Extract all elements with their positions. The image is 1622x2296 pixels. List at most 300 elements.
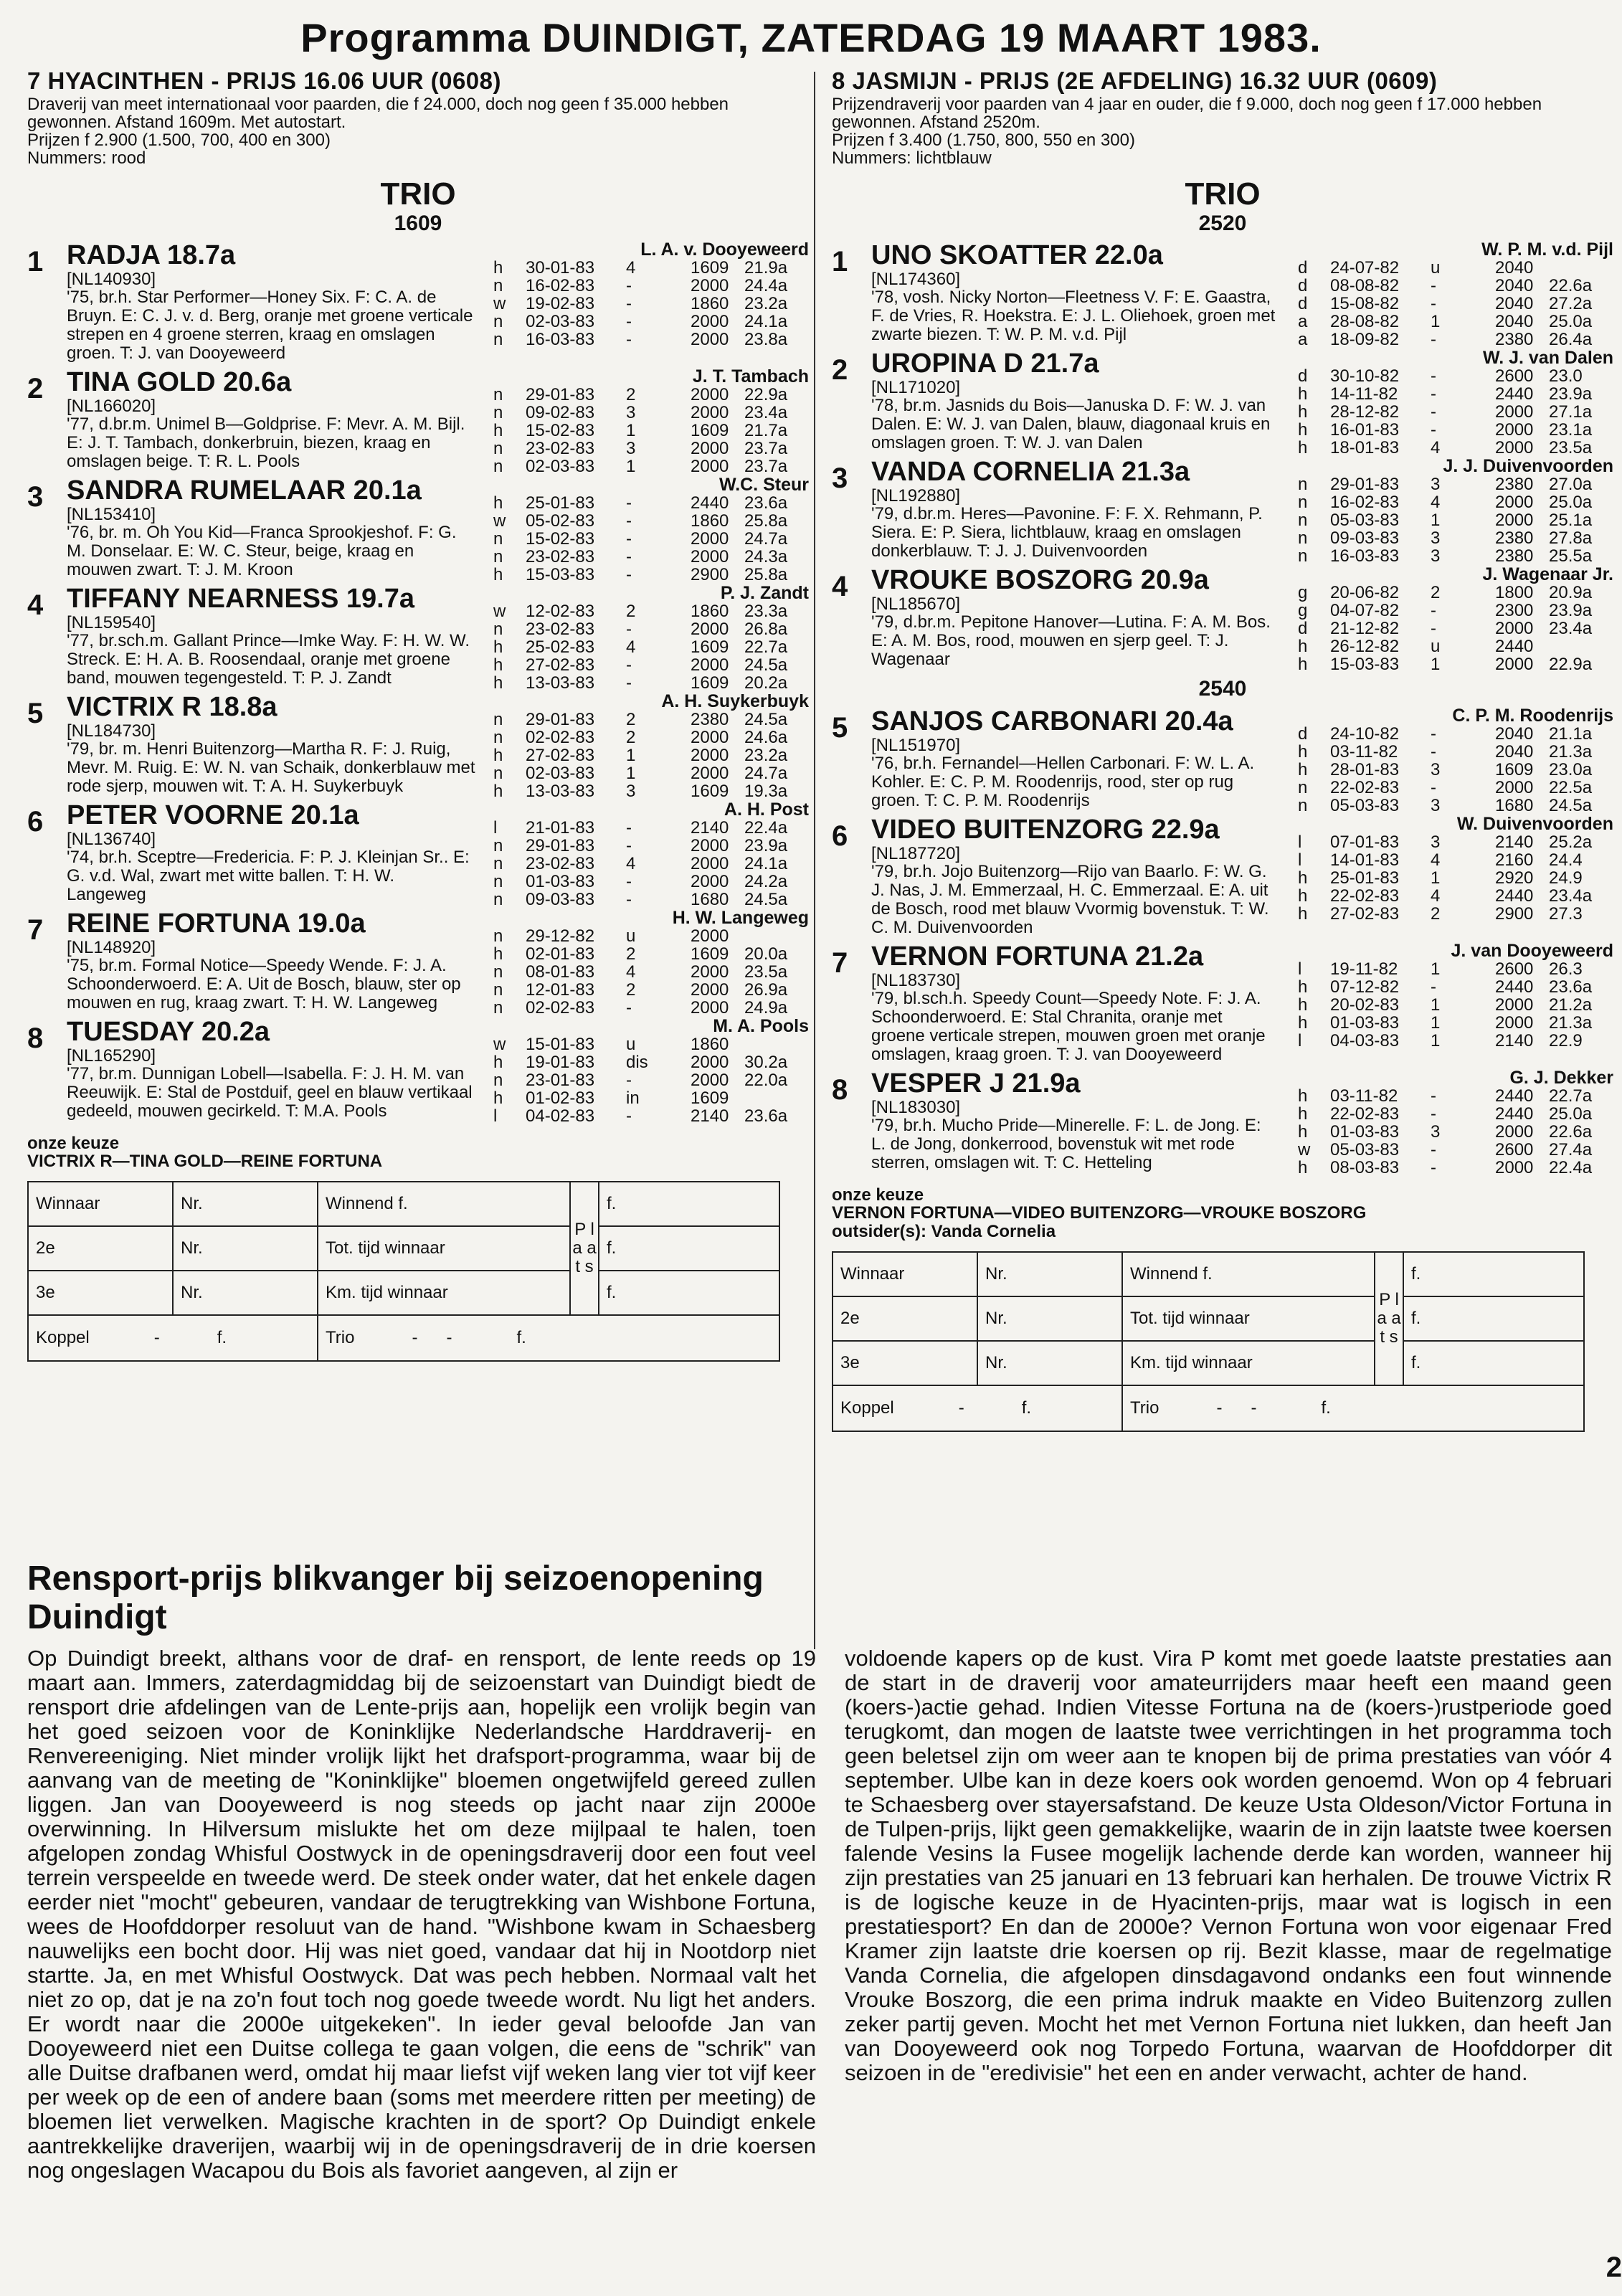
race-title: 8 JASMIJN - PRIJS (2E AFDELING) 16.32 UUR (0609) (832, 67, 1438, 94)
horse-form (493, 1017, 809, 1125)
horse-entry (27, 475, 809, 584)
result-time: 22.0a (744, 1071, 788, 1090)
horse-registration: [NL183730] (871, 971, 961, 990)
result-row (493, 764, 787, 782)
result-time: 26.8a (744, 620, 788, 639)
bet-type-heading: TRIO (1185, 176, 1261, 212)
result-time: 23.3a (744, 602, 788, 621)
result-place: 2 (626, 980, 636, 1000)
result-row (1298, 584, 1592, 602)
result-place: u (626, 926, 636, 946)
result-place: - (626, 1071, 632, 1090)
result-date: 04-07-82 (1330, 601, 1400, 620)
result-row (493, 945, 787, 963)
bet-amount-field[interactable]: Tot. tijd winnaar (318, 1226, 570, 1271)
result-distance: 2440 (1495, 886, 1534, 906)
horse-number: 6 (832, 820, 848, 852)
result-time: 23.7a (744, 457, 788, 476)
result-date: 13-03-83 (526, 673, 595, 693)
horse-form (1298, 706, 1613, 815)
horse-registration: [NL140930] (67, 270, 156, 289)
result-time: 21.3a (1549, 1013, 1593, 1033)
horse-description: '76, br. m. Oh You Kid—Franca Sprookjeshof. F: G. M. Donselaar. E: W. C. Steur, beige, kraag en mouwen zwart. T: J. M. Kroon (67, 523, 457, 579)
result-place: - (626, 529, 632, 549)
result-time: 24.9 (1549, 868, 1583, 888)
result-time: 24.5a (744, 890, 788, 909)
result-date: 27-02-83 (1330, 904, 1400, 924)
bet-plaats-field[interactable]: f. (1403, 1341, 1584, 1385)
horse-form (493, 240, 809, 348)
result-track: h (1298, 760, 1308, 779)
result-track: d (1298, 294, 1308, 313)
result-distance: 2040 (1495, 276, 1534, 295)
result-row (493, 674, 787, 692)
result-distance: 2000 (1495, 420, 1534, 440)
result-track: l (1298, 959, 1302, 979)
recent-results (1298, 833, 1592, 923)
result-row (1298, 385, 1592, 403)
result-time: 22.4a (1549, 1158, 1593, 1177)
result-place: 1 (1431, 655, 1441, 674)
result-distance: 2000 (691, 1071, 729, 1090)
result-date: 18-01-83 (1330, 438, 1400, 457)
horse-driver: M. A. Pools (713, 1016, 809, 1036)
bet-place-label: 2e (833, 1296, 977, 1341)
result-distance: 2380 (1495, 546, 1534, 566)
result-distance: 2000 (691, 728, 729, 747)
bet-nr-field[interactable]: Nr. (977, 1296, 1122, 1341)
horse-form (493, 692, 809, 800)
result-place: 1 (1431, 995, 1441, 1015)
horse-entry (832, 456, 1613, 566)
result-track: h (1298, 977, 1308, 997)
horse-registration: [NL166020] (67, 397, 156, 416)
horse-description: '75, br.h. Star Performer—Honey Six. F: C. A. de Bruyn. E: C. J. v. d. Berg, oranje met groene verticale strepen en 4 groene sterren, kraag en omslagen groen. T: J. van Dooyeweerd (67, 288, 473, 363)
horse-info (871, 240, 1280, 344)
result-place: - (1431, 1158, 1436, 1177)
result-track: h (493, 258, 503, 277)
result-date: 09-03-83 (526, 890, 595, 909)
bet-place-label: 3e (28, 1271, 173, 1315)
result-distance: 1680 (1495, 796, 1534, 815)
result-date: 16-02-83 (1330, 493, 1400, 512)
result-place: - (626, 276, 632, 295)
result-row (493, 422, 787, 440)
horse-entry (27, 1016, 809, 1126)
horse-form (493, 584, 809, 692)
result-time: 26.4a (1549, 330, 1593, 349)
result-place: 1 (1431, 1013, 1441, 1033)
result-time: 26.3 (1549, 959, 1583, 979)
result-time: 24.5a (744, 655, 788, 675)
result-distance: 2140 (691, 818, 729, 838)
result-time: 22.7a (744, 637, 788, 657)
result-distance: 2000 (691, 854, 729, 873)
horse-info (871, 348, 1280, 452)
result-time: 25.8a (744, 565, 788, 584)
result-date: 02-03-83 (526, 764, 595, 783)
result-row (493, 295, 787, 313)
result-time: 23.7a (744, 439, 788, 458)
horse-description: '74, br.h. Sceptre—Fredericia. F: P. J. Kleinjan Sr.. E: G. v.d. Wal, zwart met witte ballen. T: H. W. Langeweg (67, 848, 470, 904)
result-time: 23.4a (1549, 619, 1593, 638)
result-date: 02-03-83 (526, 312, 595, 331)
result-track: w (493, 511, 506, 531)
article-title: Rensport-prijs blikvanger bij seizoenopening Duindigt (27, 1560, 764, 1636)
horse-registration: [NL159540] (67, 613, 156, 632)
result-track: l (1298, 1031, 1302, 1050)
horse-info (67, 692, 475, 796)
horse-registration: [NL174360] (871, 270, 961, 289)
result-track: h (1298, 1104, 1308, 1124)
koppel-label: Koppel (840, 1398, 894, 1418)
result-track: n (1298, 528, 1308, 548)
result-track: n (1298, 475, 1308, 494)
result-distance: 2000 (691, 457, 729, 476)
result-row (1298, 1014, 1592, 1032)
result-row (493, 548, 787, 566)
recent-results (1298, 259, 1592, 348)
result-track: h (1298, 742, 1308, 762)
result-date: 29-12-82 (526, 926, 595, 946)
bet-amount-field[interactable]: Km. tijd winnaar (318, 1271, 570, 1315)
bet-plaats-field[interactable]: f. (599, 1226, 779, 1271)
result-distance: 2440 (1495, 637, 1534, 656)
horse-name: TINA GOLD 20.6a (67, 367, 292, 397)
result-row (493, 512, 787, 530)
bet-amount-field[interactable]: Tot. tijd winnaar (1122, 1296, 1375, 1341)
horse-entry (832, 239, 1613, 349)
horse-form (1298, 348, 1613, 457)
bet-nr-field[interactable]: Nr. (173, 1226, 318, 1271)
result-date: 19-01-83 (526, 1053, 595, 1072)
result-track: n (493, 872, 503, 891)
result-date: 08-03-83 (1330, 1158, 1400, 1177)
result-distance: 2000 (1495, 619, 1534, 638)
result-place: - (1431, 402, 1436, 422)
horse-registration: [NL183030] (871, 1098, 961, 1117)
horse-number: 7 (27, 914, 44, 946)
result-time: 24.1a (744, 854, 788, 873)
horse-info (67, 909, 475, 1012)
horse-info (871, 1068, 1280, 1172)
result-track: n (493, 980, 503, 1000)
result-row (493, 566, 787, 584)
horse-number: 8 (27, 1023, 44, 1054)
result-row (493, 638, 787, 656)
result-row (1298, 1032, 1592, 1050)
horse-name: VICTRIX R 18.8a (67, 692, 278, 722)
bet-plaats-field[interactable]: f. (1403, 1252, 1584, 1296)
horse-number: 3 (27, 481, 44, 513)
result-place: - (1431, 977, 1436, 997)
result-date: 14-11-82 (1330, 384, 1398, 404)
result-place: - (1431, 294, 1436, 313)
bet-form (832, 1251, 1585, 1432)
result-time: 27.8a (1549, 528, 1593, 548)
result-place: 4 (626, 962, 636, 982)
horse-driver: W. Duivenvoorden (1456, 814, 1613, 834)
recent-results (1298, 367, 1592, 457)
result-place: - (626, 312, 632, 331)
horse-number: 5 (27, 698, 44, 729)
result-distance: 2000 (691, 529, 729, 549)
result-place: 4 (1431, 438, 1441, 457)
result-date: 16-01-83 (1330, 420, 1400, 440)
result-distance: 2920 (1495, 868, 1534, 888)
horse-description: '79, br.h. Jojo Buitenzorg—Rijo van Baarlo. F: W. G. J. Nas, J. M. Emmerzaal, H. C. Emmerzaal. E: A. uit de Bosch, rood met blauw Vvormig bovenstuk. T: W. C. M. Duivenvoorden (871, 862, 1269, 937)
result-time (744, 1035, 787, 1053)
result-date: 22-02-83 (1330, 1104, 1400, 1124)
result-distance: 2440 (1495, 1104, 1534, 1124)
result-time (1549, 637, 1592, 655)
result-row (1298, 1087, 1592, 1105)
horse-entry (832, 815, 1613, 937)
race-conditions (832, 95, 1613, 167)
result-track: n (493, 926, 503, 946)
result-time: 23.9a (744, 836, 788, 855)
result-distance: 2000 (691, 620, 729, 639)
result-place: 2 (1431, 904, 1441, 924)
result-row (1298, 905, 1592, 923)
koppel-dash: - (153, 1328, 160, 1347)
result-distance: 1860 (691, 602, 729, 621)
result-time: 20.0a (744, 944, 788, 964)
bet-koppel-field[interactable] (833, 1385, 1122, 1431)
result-distance: 2440 (1495, 1086, 1534, 1106)
result-distance: 2000 (691, 655, 729, 675)
result-place: 3 (1431, 796, 1441, 815)
result-track: h (493, 746, 503, 765)
result-place: 4 (626, 637, 636, 657)
column-divider (814, 72, 815, 1649)
horse-entry (27, 583, 809, 693)
recent-results (493, 711, 787, 800)
result-row (493, 386, 787, 404)
result-place: 1 (1431, 312, 1441, 331)
result-track: d (1298, 276, 1308, 295)
horse-number: 8 (832, 1074, 848, 1106)
recent-results (1298, 960, 1592, 1050)
result-date: 04-03-83 (1330, 1031, 1400, 1050)
result-row (1298, 797, 1592, 815)
horse-form (493, 367, 809, 475)
result-row (1298, 277, 1592, 295)
bet-form (27, 1181, 780, 1362)
horse-description: '79, br.h. Mucho Pride—Minerelle. F: L. de Jong. E: L. de Jong, donkerrood, bovenstuk wit met rode sterren, omslagen wit. T: C. Hetteling (871, 1116, 1261, 1172)
result-distance: 2000 (1495, 995, 1534, 1015)
result-row (1298, 403, 1592, 421)
result-place: - (626, 998, 632, 1017)
bet-amount-field[interactable]: Winnend f. (1122, 1252, 1375, 1296)
result-place: 1 (626, 457, 636, 476)
result-distance: 2600 (1495, 1140, 1534, 1159)
result-distance: 2000 (691, 746, 729, 765)
horse-form (1298, 941, 1613, 1050)
race-desc: Prijzendraverij voor paarden van 4 jaar en ouder, die f 9.000, doch nog geen f 17.000 hebben gewonnen. Afstand 2520m. (832, 95, 1542, 132)
result-place: 1 (626, 764, 636, 783)
horse-number: 2 (27, 373, 44, 404)
bet-trio-field[interactable] (1122, 1385, 1584, 1431)
result-track: n (493, 529, 503, 549)
result-time: 27.1a (1549, 402, 1593, 422)
bet-plaats-field[interactable]: f. (599, 1182, 779, 1226)
horse-info (67, 240, 475, 363)
result-distance: 2380 (1495, 475, 1534, 494)
result-date: 24-10-82 (1330, 724, 1400, 744)
result-place: 2 (626, 728, 636, 747)
result-place: - (1431, 384, 1436, 404)
bet-trio-field[interactable] (318, 1315, 779, 1361)
result-track: w (493, 602, 506, 621)
bet-amount-field[interactable]: Winnend f. (318, 1182, 570, 1226)
result-row (493, 729, 787, 746)
result-distance: 2000 (1495, 778, 1534, 797)
result-track: h (493, 421, 503, 440)
result-track: h (1298, 1122, 1308, 1142)
result-time: 21.1a (1549, 724, 1593, 744)
bet-type-heading: TRIO (380, 176, 456, 212)
horse-registration: [NL192880] (871, 486, 961, 506)
trio-f: f. (1321, 1398, 1331, 1418)
result-date: 20-02-83 (1330, 995, 1400, 1015)
result-track: n (493, 385, 503, 404)
horse-description: '78, vosh. Nicky Norton—Fleetness V. F: E. Gaastra, F. de Vries, R. Hoekstra. E: J. L. Oliehoek, groen met zwarte biezen. T: W. P. M. v.d. Pijl (871, 288, 1276, 344)
result-time (744, 927, 787, 945)
result-distance: 2160 (1495, 850, 1534, 870)
result-track: h (1298, 637, 1308, 656)
result-track: h (1298, 655, 1308, 674)
result-date: 12-01-83 (526, 980, 595, 1000)
horse-number: 7 (832, 947, 848, 979)
result-distance: 2900 (691, 565, 729, 584)
horse-driver: P. J. Zandt (720, 583, 809, 603)
result-track: h (1298, 904, 1308, 924)
recent-results (493, 602, 787, 692)
horse-name: SANJOS CARBONARI 20.4a (871, 706, 1233, 736)
result-row (1298, 851, 1592, 869)
result-date: 13-03-83 (526, 782, 595, 801)
result-date: 02-02-83 (526, 728, 595, 747)
result-row (1298, 331, 1592, 348)
result-date: 30-01-83 (526, 258, 595, 277)
horse-form (493, 475, 809, 584)
result-date: 29-01-83 (1330, 475, 1400, 494)
result-row (1298, 493, 1592, 511)
result-date: 21-12-82 (1330, 619, 1400, 638)
result-time: 25.0a (1549, 312, 1593, 331)
bet-koppel-field[interactable] (28, 1315, 318, 1361)
result-track: w (493, 294, 506, 313)
bet-plaats-field[interactable]: f. (1403, 1296, 1584, 1341)
result-place: 4 (626, 854, 636, 873)
bet-amount-field[interactable]: Km. tijd winnaar (1122, 1341, 1375, 1385)
result-distance: 1860 (691, 1035, 729, 1054)
result-time: 24.4a (744, 276, 788, 295)
result-distance: 2000 (691, 998, 729, 1017)
result-row (493, 313, 787, 331)
result-distance: 2000 (1495, 511, 1534, 530)
result-place: - (626, 547, 632, 566)
result-track: n (493, 276, 503, 295)
result-row (493, 1035, 787, 1053)
result-track: h (1298, 868, 1308, 888)
result-distance: 2440 (1495, 384, 1534, 404)
result-place: 3 (626, 439, 636, 458)
result-row (493, 530, 787, 548)
horse-number: 1 (832, 246, 848, 277)
horse-entry (27, 908, 809, 1017)
result-time: 25.2a (1549, 832, 1593, 852)
bet-plaats-field[interactable]: f. (599, 1271, 779, 1315)
result-distance: 2380 (1495, 330, 1534, 349)
result-track: h (493, 637, 503, 657)
horse-driver: H. W. Langeweg (672, 908, 809, 928)
result-distance: 2140 (1495, 832, 1534, 852)
result-time: 25.8a (744, 511, 788, 531)
result-distance: 1609 (691, 944, 729, 964)
bet-nr-field[interactable]: Nr. (173, 1271, 318, 1315)
result-track: l (1298, 832, 1302, 852)
result-place: - (626, 294, 632, 313)
result-place: - (626, 330, 632, 349)
result-place: 2 (626, 710, 636, 729)
bet-nr-field[interactable]: Nr. (977, 1341, 1122, 1385)
koppel-f: f. (217, 1328, 227, 1347)
result-time: 24.2a (744, 872, 788, 891)
result-place: 1 (626, 746, 636, 765)
horse-entry (832, 941, 1613, 1064)
result-track: n (493, 403, 503, 422)
bet-form-row (833, 1252, 1584, 1296)
horse-form (493, 909, 809, 1017)
result-track: d (1298, 258, 1308, 277)
result-time: 23.6a (744, 493, 788, 513)
result-row (1298, 367, 1592, 385)
result-track: h (1298, 1013, 1308, 1033)
result-date: 03-11-82 (1330, 742, 1398, 762)
result-distance: 2000 (691, 439, 729, 458)
horse-info (67, 800, 475, 904)
result-track: l (493, 818, 498, 838)
race-prizes: Prijzen f 2.900 (1.500, 700, 400 en 300) (27, 131, 331, 150)
horse-name: PETER VOORNE 20.1a (67, 800, 359, 830)
result-time: 20.2a (744, 673, 788, 693)
result-track: n (493, 439, 503, 458)
result-row (493, 891, 787, 909)
horse-number: 4 (27, 589, 44, 621)
result-track: h (1298, 384, 1308, 404)
result-time: 23.2a (744, 294, 788, 313)
result-row (1298, 725, 1592, 743)
result-distance: 2600 (1495, 366, 1534, 386)
result-track: n (493, 620, 503, 639)
result-row (493, 927, 787, 945)
horse-description: '79, d.br.m. Pepitone Hanover—Lutina. F: A. M. Bos. E: A. M. Bos, rood, mouwen en sjerp geel. T: J. Wagenaar (871, 612, 1271, 669)
article-column-1 (27, 1646, 816, 2183)
result-place: - (1431, 1104, 1436, 1124)
bet-nr-field[interactable]: Nr. (977, 1252, 1122, 1296)
result-time: 27.0a (1549, 475, 1593, 494)
horse-entry (27, 366, 809, 476)
result-date: 23-02-83 (526, 854, 595, 873)
bet-nr-field[interactable]: Nr. (173, 1182, 318, 1226)
result-place: 3 (1431, 760, 1441, 779)
result-place: 2 (1431, 583, 1441, 602)
race-colors: Nummers: rood (27, 148, 146, 168)
result-distance: 2000 (691, 872, 729, 891)
horse-entry (832, 564, 1613, 674)
